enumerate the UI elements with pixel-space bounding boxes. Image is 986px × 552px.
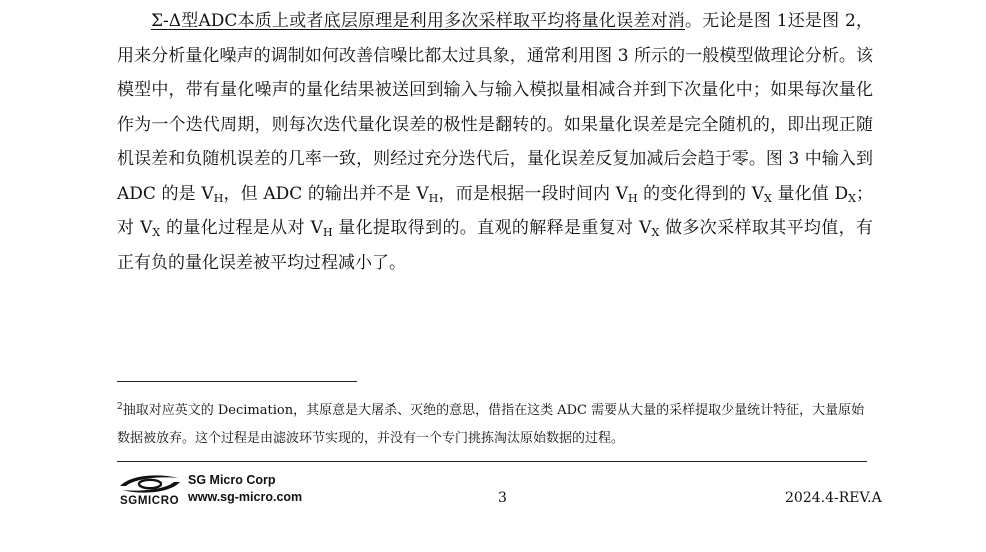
subscript-h: H [428, 191, 439, 205]
footer-separator [117, 461, 867, 462]
company-logo [118, 471, 318, 511]
text-run: ；对 V [117, 183, 874, 238]
main-paragraph [117, 4, 873, 280]
brand-wordmark: SGMICRO [120, 495, 180, 507]
footnote-separator [117, 381, 357, 382]
text-run: 。无论是图 1还是图 2，用来分析量化噪声的调制如何改善信噪比都太过具象，通常利用图 3 所示的一般模型做理论分析。该模型中，带有量化噪声的量化结果被送回到输入与输入模拟量相减合并到下次量化中；如果每次量化作为一个迭代周期，则每次迭代量化误差的极性是翻转的。如果量化误差是完全随机的，即出现正随机误差和负随机误差的几率一致，则经过充分迭代后，量化误差反复加减后会趋于零。图 3 中输入到 ADC 的是 V [117, 11, 873, 204]
text-run: 做多次采样取其平均值，有正有负的量化误差被平均过程减小了。 [117, 218, 873, 273]
document-revision: 2024.4-REV.A [785, 490, 882, 506]
text-run: ，但 ADC 的输出并不是 V [223, 183, 429, 204]
page-number: 3 [498, 490, 507, 506]
subscript-x: X [651, 226, 660, 239]
underlined-lead-sentence: Σ-Δ型ADC本质上或者底层原理是利用多次采样取平均将量化误差对消 [151, 11, 686, 31]
sgmicro-swoosh-logo-icon [118, 473, 182, 495]
subscript-x: X [764, 191, 772, 205]
text-run: 的变化得到的 V [637, 183, 765, 204]
subscript-h: H [628, 191, 638, 205]
footnote-marker: 2 [117, 402, 123, 412]
body-paragraph [117, 4, 873, 280]
footnote [117, 397, 873, 453]
text-run: 量化提取得到的。直观的解释是重复对 V [332, 218, 652, 238]
subscript-h: H [322, 226, 333, 239]
subscript-x: X [152, 226, 161, 239]
company-name: SG Micro Corp [188, 473, 276, 487]
text-run: ，而是根据一段时间内 V [438, 183, 629, 204]
text-run: 量化值 D [771, 183, 849, 204]
company-website: www.sg-micro.com [188, 490, 303, 504]
footnote-text: 抽取对应英文的 Decimation，其原意是大屠杀、灭绝的意思，借指在这类 ADC 需要从大量的采样提取少量统计特征，大量原始数据被放弃。这个过程是由滤波环节实现的，并没有一个专门挑拣淘汰原始数据的过程。 [117, 403, 865, 446]
subscript-h: H [213, 191, 224, 205]
text-run: 的量化过程是从对 V [160, 218, 323, 238]
subscript-x: X [848, 191, 857, 205]
